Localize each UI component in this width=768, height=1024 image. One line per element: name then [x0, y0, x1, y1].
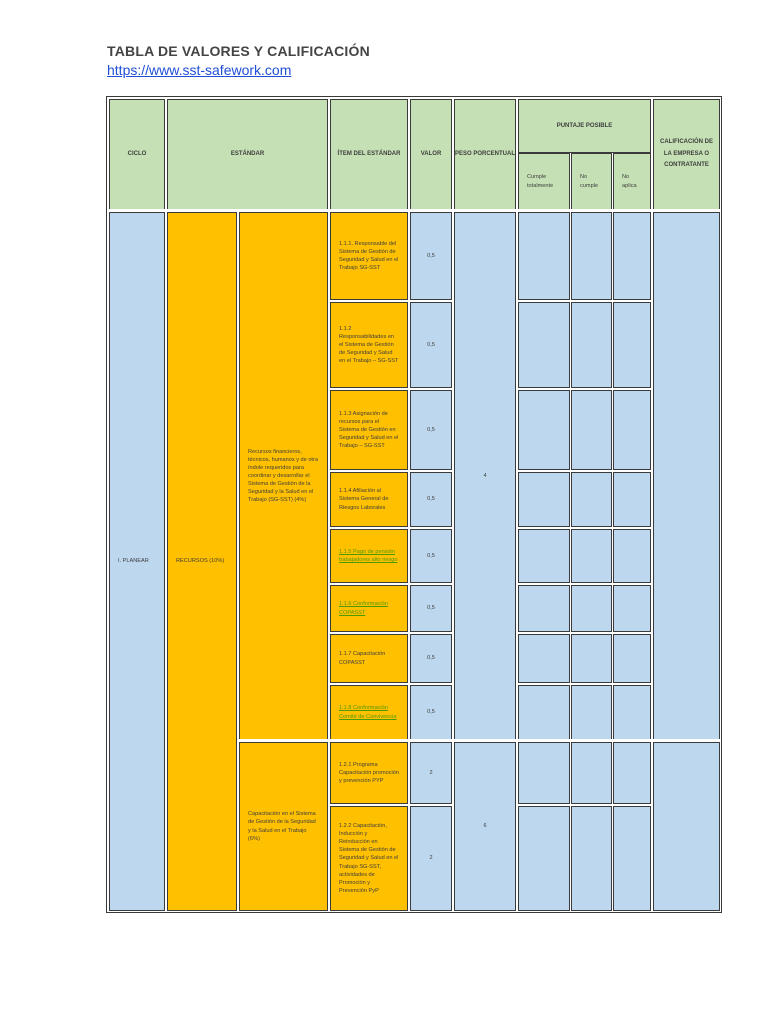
score-no-aplica-cell[interactable] [613, 302, 651, 388]
valor-cell: 0,5 [410, 685, 452, 740]
calificacion-cell[interactable] [653, 742, 720, 911]
score-no-cumple-cell[interactable] [571, 685, 612, 740]
header-item: ÍTEM DEL ESTÁNDAR [330, 99, 408, 210]
item-cell: 1.1.2 Responsabilidades en el Sistema de Gestión de Seguridad y Salud en el Trabajo – SG-SST [330, 302, 408, 388]
valor-cell: 0,5 [410, 634, 452, 683]
score-no-cumple-cell[interactable] [571, 806, 612, 911]
score-no-cumple-cell[interactable] [571, 472, 612, 527]
website-link[interactable]: https://www.sst-safework.com [107, 62, 292, 78]
valor-cell: 0,5 [410, 212, 452, 300]
header-calificacion: CALIFICACIÓN DE LA EMPRESA O CONTRATANTE [653, 99, 720, 210]
item-cell: 1.2.1 Programa Capacitación promoción y prevención PYP [330, 742, 408, 804]
header-no-cumple: No cumple [571, 153, 612, 210]
score-cumple-cell[interactable] [518, 585, 570, 632]
header-estandar: ESTÁNDAR [167, 99, 328, 210]
item-cell: 1.2.2 Capacitación, Inducción y Reinducción en Sistema de Gestión de Seguridad y Salud en el Trabajo SG-SST, actividades de Promoción y Prevención PyP [330, 806, 408, 911]
score-no-cumple-cell[interactable] [571, 212, 612, 300]
score-cumple-cell[interactable] [518, 302, 570, 388]
score-no-aplica-cell[interactable] [613, 472, 651, 527]
score-no-aplica-cell[interactable] [613, 585, 651, 632]
score-no-aplica-cell[interactable] [613, 685, 651, 740]
header-ciclo: CICLO [109, 99, 165, 210]
score-no-aplica-cell[interactable] [613, 806, 651, 911]
score-no-aplica-cell[interactable] [613, 529, 651, 583]
item-link[interactable]: 1.1.8 Conformación Comité de Convivencia [339, 705, 397, 720]
item-link[interactable]: 1.1.6 Conformación COPASST [339, 601, 388, 616]
item-link[interactable]: 1.1.5 Pago de pensión trabajadores alto riesgo [339, 548, 398, 563]
score-no-aplica-cell[interactable] [613, 390, 651, 470]
header-no-aplica: No aplica [613, 153, 651, 210]
item-link-cell [330, 529, 408, 583]
score-no-aplica-cell[interactable] [613, 634, 651, 683]
row-separator [109, 209, 720, 211]
header-peso: PESO PORCENTUAL [454, 99, 516, 210]
score-cumple-cell[interactable] [518, 806, 570, 911]
substandard-recursos: Recursos financieros, técnicos, humanos y de otra índole requeridos para coordinar y desarrollar el Sistema de Gestión de la Seguridad y la Salud en el Trabajo (SG-SST) (4%) [239, 212, 328, 740]
score-no-cumple-cell[interactable] [571, 302, 612, 388]
valor-cell: 0,5 [410, 585, 452, 632]
score-cumple-cell[interactable] [518, 212, 570, 300]
score-no-cumple-cell[interactable] [571, 634, 612, 683]
item-cell: 1.1.3 Asignación de recursos para el Sistema de Gestión en Seguridad y Salud en el Trabajo – SG-SST [330, 390, 408, 470]
valor-cell: 0,5 [410, 390, 452, 470]
score-no-cumple-cell[interactable] [571, 390, 612, 470]
score-cumple-cell[interactable] [518, 472, 570, 527]
estandar-cell: RECURSOS (10%) [167, 212, 237, 911]
header-valor: VALOR [410, 99, 452, 210]
valor-cell: 0,5 [410, 472, 452, 527]
peso-cell: 4 [454, 212, 516, 740]
peso-cell: 6 [454, 742, 516, 911]
score-no-aplica-cell[interactable] [613, 212, 651, 300]
score-cumple-cell[interactable] [518, 742, 570, 804]
score-no-cumple-cell[interactable] [571, 529, 612, 583]
item-link-cell [330, 585, 408, 632]
score-cumple-cell[interactable] [518, 685, 570, 740]
score-cumple-cell[interactable] [518, 634, 570, 683]
ciclo-cell: I. PLANEAR [109, 212, 165, 911]
calificacion-cell[interactable] [653, 212, 720, 740]
valor-cell: 0,5 [410, 302, 452, 388]
item-cell: 1.1.4 Afiliación al Sistema General de Riesgos Laborales [330, 472, 408, 527]
header-cumple: Cumple totalmente [518, 153, 570, 210]
score-no-cumple-cell[interactable] [571, 742, 612, 804]
score-cumple-cell[interactable] [518, 390, 570, 470]
valor-cell: 2 [410, 806, 452, 911]
item-cell: 1.1.1. Responsable del Sistema de Gestión de Seguridad y Salud en el Trabajo SG-SST [330, 212, 408, 300]
score-no-cumple-cell[interactable] [571, 585, 612, 632]
item-cell: 1.1.7 Capacitación COPASST [330, 634, 408, 683]
row-separator [239, 739, 720, 741]
score-cumple-cell[interactable] [518, 529, 570, 583]
document-title: TABLA DE VALORES Y CALIFICACIÓN [107, 43, 370, 59]
score-no-aplica-cell[interactable] [613, 742, 651, 804]
item-link-cell [330, 685, 408, 740]
valor-cell: 0,5 [410, 529, 452, 583]
evaluation-table [106, 96, 722, 913]
header-puntaje: PUNTAJE POSIBLE [518, 99, 651, 153]
substandard-capacitacion: Capacitación en el Sistema de Gestión de la Seguridad y la Salud en el Trabajo (6%) [239, 742, 328, 911]
valor-cell: 2 [410, 742, 452, 804]
